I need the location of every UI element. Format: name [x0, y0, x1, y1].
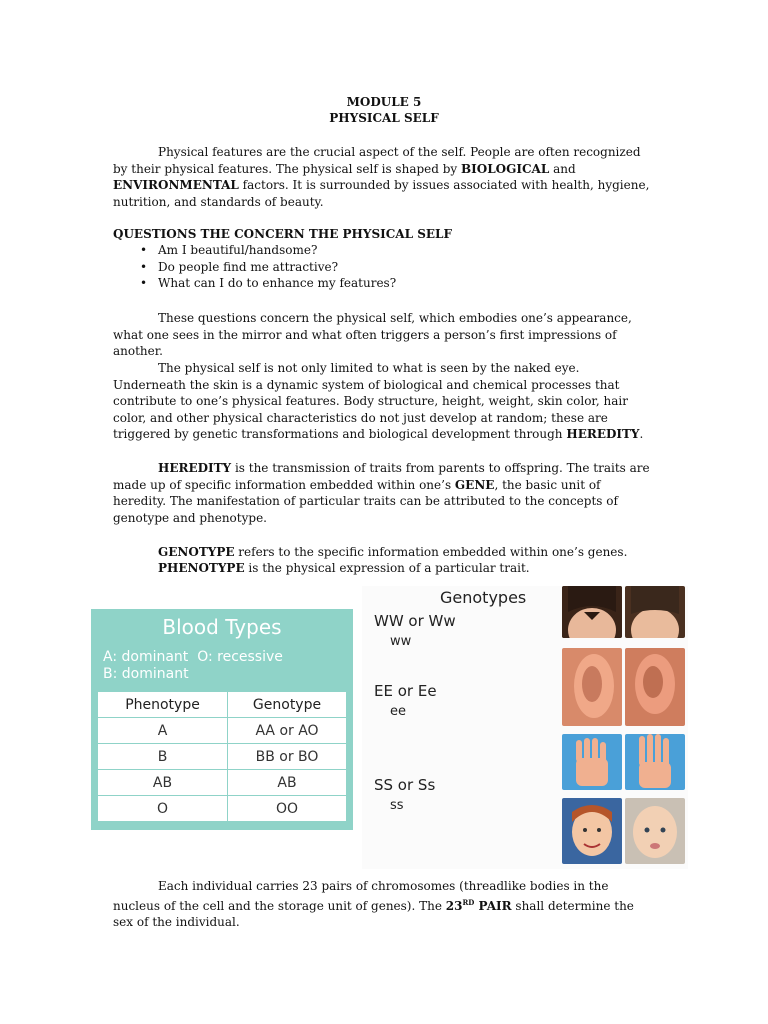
module-subtitle: PHYSICAL SELF	[329, 111, 439, 125]
list-item: • What can I do to enhance my features?	[140, 275, 396, 292]
table-row	[98, 718, 347, 744]
blood-types-title: Blood Types	[162, 615, 282, 639]
bold-term-phenotype: PHENOTYPE	[158, 561, 245, 575]
bold-term-genotype: GENOTYPE	[158, 545, 235, 559]
hairline-illustration	[625, 586, 685, 638]
widows-peak-recessive: ww	[390, 634, 412, 649]
text-run: factors. It is surrounded by issues associated with health, hygiene, nutrition, and standards of beauty.	[113, 178, 650, 209]
finger-recessive: ss	[390, 798, 404, 813]
free-earlobe-photo	[562, 648, 622, 726]
genotype-definition	[158, 545, 627, 559]
dominant-a-label: A: dominant	[103, 649, 189, 665]
genotypes-figure	[362, 586, 688, 869]
text-run: and	[549, 161, 576, 176]
questions-heading: QUESTIONS THE CONCERN THE PHYSICAL SELF	[113, 227, 452, 241]
genotype-cell: OO	[228, 796, 347, 822]
hand-illustration	[562, 734, 622, 790]
bold-term-gene: GENE	[454, 477, 495, 492]
text-run: , the basic unit of heredity. The manifestation of particular traits can be attributed to the concepts of genotype and phenotype.	[113, 477, 618, 525]
phenotype-cell: AB	[98, 770, 228, 796]
phenotype-cell: A	[98, 718, 228, 744]
bold-term-heredity: HEREDITY	[158, 461, 232, 475]
genotypes-title: Genotypes	[440, 588, 527, 607]
column-header-phenotype: Phenotype	[98, 692, 228, 718]
short-fingers-photo	[562, 734, 622, 790]
blood-type-table	[97, 691, 347, 822]
bold-term-heredity: HEREDITY	[566, 427, 640, 442]
text-run: PAIR	[474, 898, 512, 913]
long-fingers-photo	[625, 734, 685, 790]
hand-illustration	[625, 734, 685, 790]
genotype-cell: AA or AO	[228, 718, 347, 744]
finger-dominant: SS or Ss	[374, 776, 436, 794]
text-run: 23	[445, 898, 463, 913]
attached-earlobe-photo	[625, 648, 685, 726]
list-item: • Do people find me attractive?	[140, 259, 396, 276]
text-run: The physical self is not only limited to what is seen by the naked eye. Underneath the skin is a dynamic system of biological and chemical processes that contribute to one’s physical features. Body structure, height, weight, skin color, hair color, and other physical characteristics do not just develop at random; these are triggered by genetic transformations and biological development through	[113, 361, 628, 442]
module-title: MODULE 5	[346, 95, 422, 109]
blood-types-card	[91, 609, 353, 830]
table-row	[98, 770, 347, 796]
questions-paragraph: These questions concern the physical self, which embodies one’s appearance, what one sees in the mirror and what often triggers a person’s first impressions of another.	[113, 311, 632, 359]
text-run: Physical features are the crucial aspect of the self. People are often recognized by their physical features. The physical self is shaped by	[113, 145, 641, 176]
baby-photo	[625, 798, 685, 864]
text-run: is the transmission of traits from parents to offspring. The traits are made up of specific information embedded within one’s	[113, 461, 650, 492]
bold-term-environmental: ENVIRONMENTAL	[113, 178, 239, 193]
ear-illustration	[625, 648, 685, 726]
table-row	[98, 744, 347, 770]
bold-term-23rd	[446, 899, 512, 913]
genotype-cell: AB	[228, 770, 347, 796]
face-illustration	[562, 798, 622, 864]
text-run: refers to the specific information embedded within one’s genes.	[234, 545, 628, 559]
bold-term-biological: BIOLOGICAL	[461, 161, 550, 176]
recessive-o-label: O: recessive	[197, 649, 283, 665]
freckles-child-photo	[562, 798, 622, 864]
questions-list	[140, 242, 396, 292]
superscript: RD	[462, 897, 475, 907]
physical-self-paragraph	[113, 360, 651, 443]
intro-paragraph	[113, 144, 651, 210]
phenotype-cell: B	[98, 744, 228, 770]
text-run: Each individual carries 23 pairs of chromosomes (threadlike bodies in the nucleus of the cell and the storage unit of genes). The	[113, 879, 609, 913]
widows-peak-photo	[562, 586, 622, 638]
hairline-illustration	[562, 586, 622, 638]
list-item: • Am I beautiful/handsome?	[140, 242, 396, 259]
phenotype-cell: O	[98, 796, 228, 822]
face-illustration	[625, 798, 685, 864]
text-run: .	[639, 427, 644, 442]
chromosome-paragraph	[113, 878, 651, 931]
genotype-cell: BB or BO	[228, 744, 347, 770]
straight-hairline-photo	[625, 586, 685, 638]
text-run: is the physical expression of a particular trait.	[244, 561, 530, 575]
ear-illustration	[562, 648, 622, 726]
table-row	[98, 796, 347, 822]
phenotype-definition	[158, 561, 530, 575]
dominant-b-label: B: dominant	[103, 666, 189, 682]
heredity-paragraph	[113, 460, 651, 526]
column-header-genotype: Genotype	[228, 692, 347, 718]
text-run: shall determine the sex of the individual.	[113, 898, 634, 930]
dominance-line-1	[103, 649, 283, 665]
table-header-row	[98, 692, 347, 718]
earlobe-recessive: ee	[390, 704, 406, 719]
widows-peak-dominant: WW or Ww	[374, 612, 456, 630]
earlobe-dominant: EE or Ee	[374, 682, 437, 700]
